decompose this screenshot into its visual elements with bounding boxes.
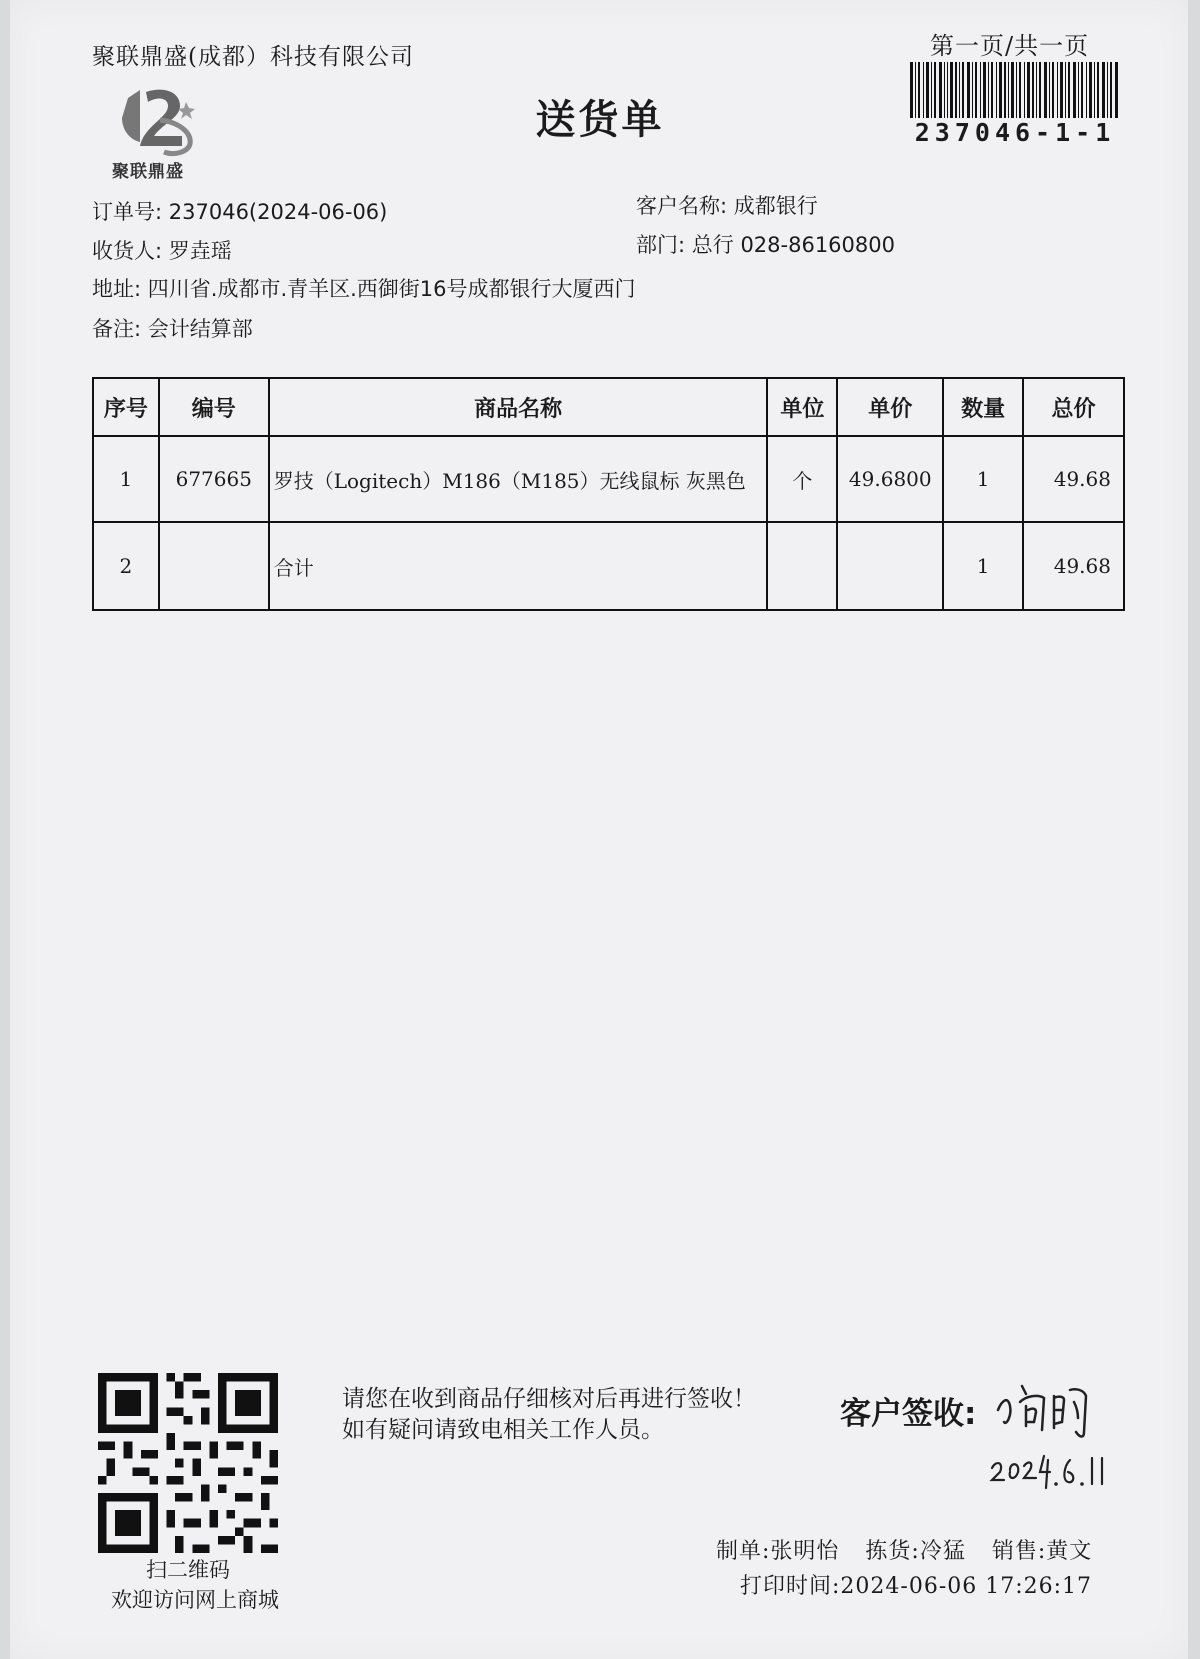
cell-unit xyxy=(767,522,837,610)
receiver-line xyxy=(92,235,232,265)
table-row xyxy=(93,522,1124,610)
receiver-label: 收货人: xyxy=(92,239,163,263)
department-value: 总行 028-86160800 xyxy=(691,233,895,257)
logo-text: 聚联鼎盛 xyxy=(112,162,184,182)
department-label: 部门: xyxy=(636,233,686,257)
company-name: 聚联鼎盛(成都）科技有限公司 xyxy=(92,44,414,70)
address-label: 地址: xyxy=(92,277,142,301)
col-header-total: 总价 xyxy=(1023,378,1124,436)
barcode-image xyxy=(910,62,1120,118)
handwritten-signature-icon xyxy=(992,1372,1102,1442)
cell-code xyxy=(159,522,269,610)
items-table xyxy=(92,377,1125,611)
col-header-seq: 序号 xyxy=(93,378,159,436)
cell-product: 合计 xyxy=(269,522,768,610)
col-header-quantity: 数量 xyxy=(943,378,1023,436)
remark-label: 备注: xyxy=(92,317,142,341)
col-header-code: 编号 xyxy=(159,378,269,436)
receiver-value: 罗垚瑶 xyxy=(168,239,232,263)
cell-unit-price xyxy=(837,522,943,610)
document-title: 送货单 xyxy=(535,97,665,143)
cell-quantity: 1 xyxy=(943,436,1023,522)
table-header-row xyxy=(93,378,1124,436)
customer-label: 客户名称: xyxy=(636,194,728,218)
staff-maker: 制单:张明怡 xyxy=(716,1539,840,1564)
customer-line xyxy=(636,190,818,220)
staff-line xyxy=(716,1534,1110,1565)
remark-line xyxy=(92,313,253,343)
cell-code: 677665 xyxy=(159,436,269,522)
staff-picker: 拣货:冷猛 xyxy=(865,1539,966,1564)
cell-seq: 1 xyxy=(93,436,159,522)
address-line xyxy=(92,273,636,303)
col-header-unit: 单位 xyxy=(767,378,837,436)
cell-total: 49.68 xyxy=(1023,522,1124,610)
col-header-unit-price: 单价 xyxy=(837,378,943,436)
cell-quantity: 1 xyxy=(943,522,1023,610)
sign-notice: 请您在收到商品仔细核对后再进行签收！如有疑问请致电相关工作人员。 xyxy=(342,1386,756,1443)
order-number-line xyxy=(92,196,387,226)
order-number-label: 订单号: xyxy=(92,200,163,224)
page-indicator: 第一页/共一页 xyxy=(930,32,1090,60)
customer-value: 成都银行 xyxy=(733,194,818,218)
cell-unit: 个 xyxy=(767,436,837,522)
cell-total: 49.68 xyxy=(1023,436,1124,522)
qr-caption-welcome: 欢迎访问网上商城 xyxy=(111,1588,279,1612)
col-header-product: 商品名称 xyxy=(269,378,768,436)
cell-product: 罗技（Logitech）M186（M185）无线鼠标 灰黑色 xyxy=(269,436,768,522)
customer-sign-label: 客户签收: xyxy=(840,1396,977,1432)
cell-unit-price: 49.6800 xyxy=(837,436,943,522)
print-time: 打印时间:2024-06-06 17:26:17 xyxy=(740,1574,1093,1599)
order-number-value: 237046(2024-06-06) xyxy=(168,200,388,224)
staff-sales: 销售:黄文 xyxy=(991,1539,1093,1564)
handwritten-date-icon xyxy=(988,1450,1108,1492)
qr-caption-scan: 扫二维码 xyxy=(146,1558,230,1582)
qr-code-icon xyxy=(98,1373,278,1553)
address-value: 四川省.成都市.青羊区.西御街16号成都银行大厦西门 xyxy=(147,277,636,301)
remark-value: 会计结算部 xyxy=(147,317,253,341)
barcode-number: 237046-1-1 xyxy=(914,118,1116,147)
table-row xyxy=(93,436,1124,522)
department-line xyxy=(636,229,895,259)
cell-seq: 2 xyxy=(93,522,159,610)
